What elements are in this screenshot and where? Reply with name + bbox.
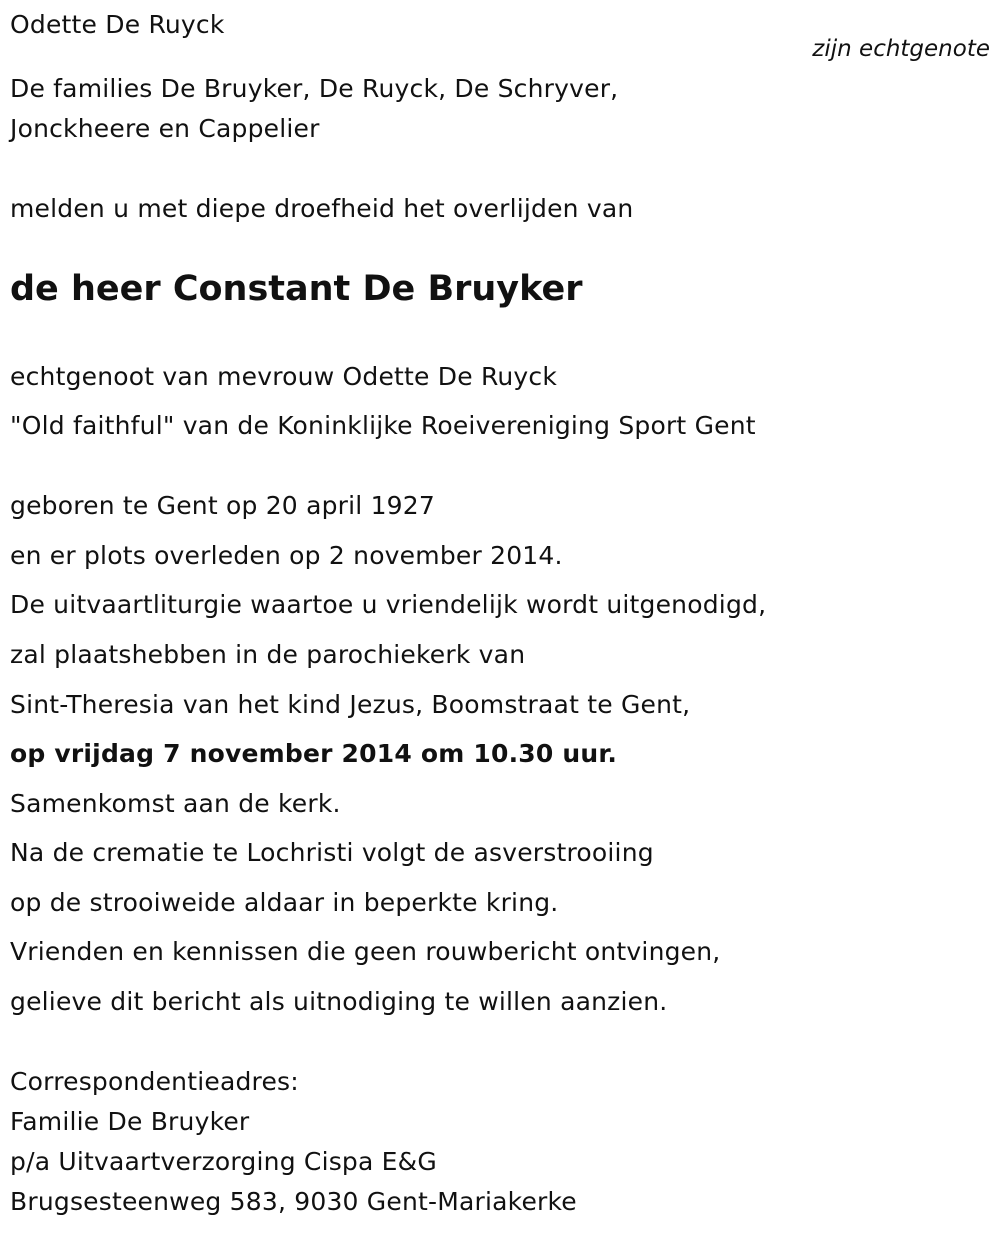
friends-line: Vrienden en kennissen die geen rouwbericht ontvingen,: [10, 937, 721, 966]
families-line-1: De families De Bruyker, De Ruyck, De Schryver,: [10, 74, 619, 103]
correspondence-address: Brugsesteenweg 583, 9030 Gent-Mariakerke: [10, 1187, 577, 1216]
deceased-name: de heer Constant De Bruyker: [10, 269, 583, 309]
gathering-line: Samenkomst aan de kerk.: [10, 789, 341, 818]
scattering-line: op de strooiweide aldaar in beperkte kring.: [10, 888, 559, 917]
church-address-line: Sint-Theresia van het kind Jezus, Boomstraat te Gent,: [10, 690, 691, 719]
spouse-role: zijn echtgenote: [812, 36, 990, 62]
families-line-2: Jonckheere en Cappelier: [10, 114, 320, 143]
correspondence-care-of: p/a Uitvaartverzorging Cispa E&G: [10, 1147, 437, 1176]
relation-spouse: echtgenoot van mevrouw Odette De Ruyck: [10, 362, 558, 391]
announcement-text: melden u met diepe droefheid het overlijden van: [10, 194, 634, 223]
liturgy-line: De uitvaartliturgie waartoe u vriendelijk wordt uitgenodigd,: [10, 590, 767, 619]
birth-line: geboren te Gent op 20 april 1927: [10, 491, 435, 520]
church-line: zal plaatshebben in de parochiekerk van: [10, 640, 526, 669]
death-line: en er plots overleden op 2 november 2014.: [10, 541, 563, 570]
spouse-name: Odette De Ruyck: [10, 10, 225, 39]
invitation-line: gelieve dit bericht als uitnodiging te willen aanzien.: [10, 987, 668, 1016]
service-datetime: op vrijdag 7 november 2014 om 10.30 uur.: [10, 739, 618, 768]
cremation-line: Na de crematie te Lochristi volgt de asverstrooiing: [10, 838, 654, 867]
relation-club: "Old faithful" van de Koninklijke Roeivereniging Sport Gent: [10, 411, 756, 440]
correspondence-family: Familie De Bruyker: [10, 1107, 250, 1136]
correspondence-label: Correspondentieadres:: [10, 1067, 299, 1096]
